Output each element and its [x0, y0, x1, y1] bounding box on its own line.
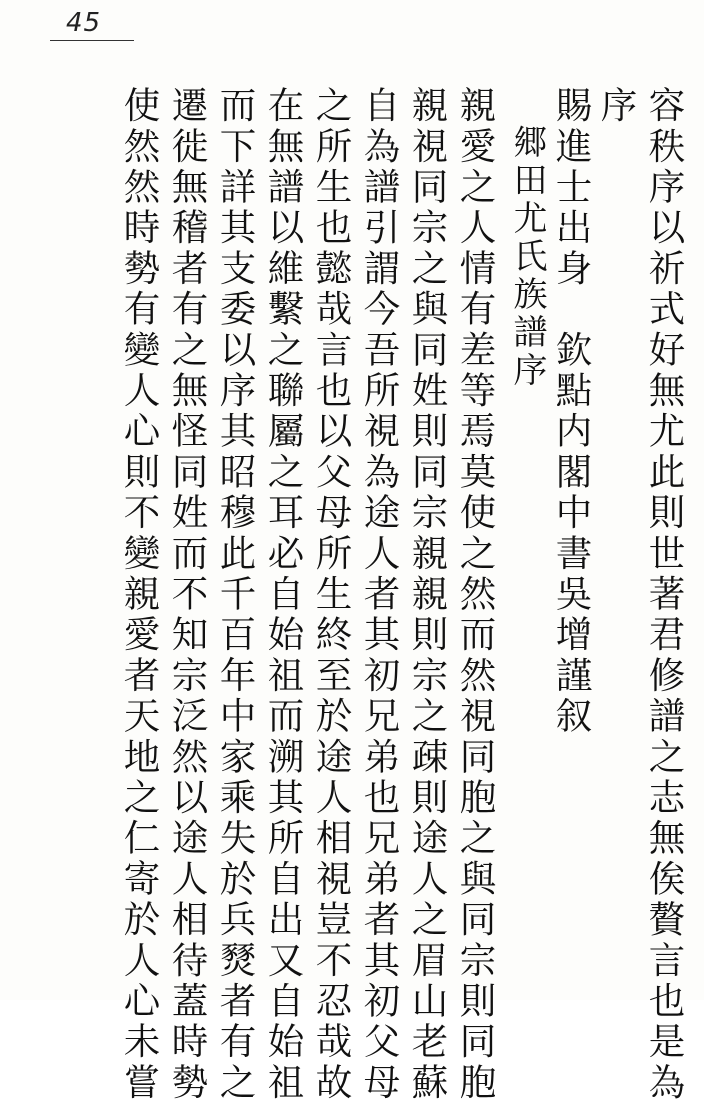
page-number-underline [50, 40, 134, 41]
text-columns [58, 86, 686, 1104]
text-column-8: 之所生也懿哉言也以父母所生終至於途人相視豈不忍哉故 [310, 86, 353, 1104]
text-column-1: 容秩序以祈式好無尤此則世著君修譜之志無俟贅言也是為 [643, 86, 686, 1104]
text-column-7: 自為譜引謂今吾所視為途人者其初兄弟也兄弟者其初父母 [358, 86, 401, 1104]
page-number: 45 [66, 8, 102, 38]
text-column-5: 親愛之人情有差等焉莫使之然而然視同胞之與同宗則同胞 [454, 86, 497, 1104]
text-column-11: 遷徙無稽者有之無怪同姓而不知宗泛然以途人相待蓋時勢 [166, 86, 209, 1104]
text-column-10: 而下詳其支委以序其昭穆此千百年中家乘失於兵燹者有之 [214, 86, 257, 1104]
text-column-12: 使然然時勢有變人心則不變親愛者天地之仁寄於人心未嘗 [118, 86, 161, 1104]
text-column-4: 郷田尤氏族譜序 [507, 86, 547, 390]
text-column-3: 賜進士出身 欽點内閣中書吳增謹叙 [550, 86, 593, 738]
text-column-9: 在無譜以維繫之聯屬之耳必自始祖而溯其所自出又自始祖 [262, 86, 305, 1104]
text-column-6: 親視同宗之與同姓則同宗親親則宗之疎則途人之眉山老蘇 [406, 86, 449, 1104]
text-column-2: 序 [595, 86, 638, 127]
